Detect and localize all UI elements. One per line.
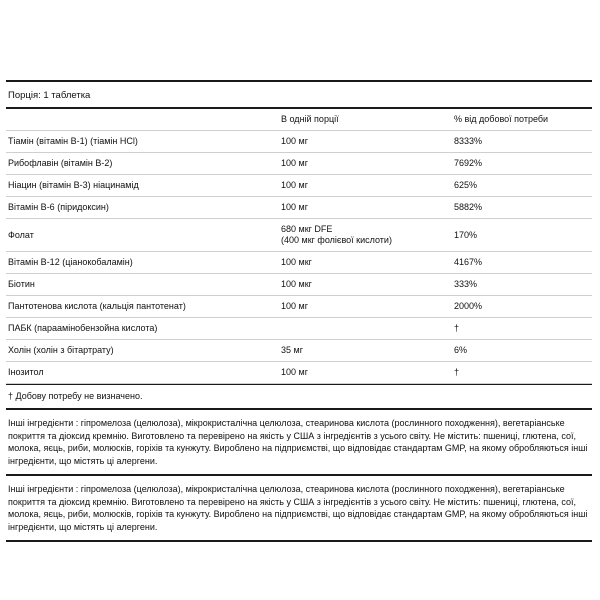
- nutrient-amount: 100 мг: [281, 136, 308, 146]
- footnote: † Добову потребу не визначено.: [8, 391, 143, 401]
- bottom-rule: [6, 540, 592, 542]
- nutrient-daily-value: 5882%: [454, 202, 483, 212]
- table-row: [6, 318, 592, 340]
- nutrient-name: Тіамін (вітамін В-1) (тіамін HCl): [8, 136, 138, 146]
- nutrient-daily-value: 625%: [454, 180, 478, 190]
- nutrient-name: Холін (холін з бітартрату): [8, 345, 114, 355]
- header-per-serving: В одній порції: [281, 114, 339, 124]
- nutrient-daily-value: 8333%: [454, 136, 483, 146]
- nutrient-daily-value: †: [454, 367, 460, 377]
- nutrient-amount-cell: [281, 340, 454, 361]
- nutrient-name: Рибофлавін (вітамін В-2): [8, 158, 113, 168]
- nutrient-amount: 35 мг: [281, 345, 303, 355]
- nutrient-name: Вітамін В-12 (ціанокобаламін): [8, 257, 133, 267]
- nutrient-amount: 680 мкг DFE: [281, 224, 333, 234]
- nutrient-amount: 100 мкг: [281, 279, 312, 289]
- other-ingredients-1: Інші інгредієнти : гіпромелоза (целюлоза), мікрокристалічна целюлоза, стеаринова кислота (рослинного походження), вегетаріанське покриття та діоксид кремнію. Виготовлено та перевірено на якість у США з інгредієнтів з усього світу. Не містить: пшениці, глютена, сої, молока, яєць, риби, молюсків, горіхів та кунжуту. Вироблено на підприємстві, що відповідає стандартам GMP, на якому обробляються інші інгредієнти, що містять ці алергени.: [8, 418, 588, 466]
- header-name-cell: [6, 109, 281, 119]
- nutrient-name: Вітамін В-6 (піридоксин): [8, 202, 109, 212]
- table-row: [6, 131, 592, 153]
- table-row: [6, 252, 592, 274]
- nutrient-table: [6, 131, 592, 384]
- table-row: [6, 175, 592, 197]
- nutrient-daily-value: 333%: [454, 279, 478, 289]
- table-row: [6, 296, 592, 318]
- nutrient-amount-cell: [281, 274, 454, 295]
- nutrient-amount: 100 мг: [281, 301, 308, 311]
- nutrient-amount-cell: [281, 296, 454, 317]
- nutrient-amount-cell: [281, 197, 454, 218]
- serving-size: Порція: 1 таблетка: [8, 90, 91, 101]
- table-header: [6, 109, 592, 131]
- nutrient-amount: 100 мг: [281, 202, 308, 212]
- nutrient-name: Біотин: [8, 279, 35, 289]
- nutrient-daily-value: 2000%: [454, 301, 483, 311]
- nutrient-amount: 100 мг: [281, 367, 308, 377]
- nutrient-amount: 100 мг: [281, 180, 308, 190]
- nutrient-name: Інозитол: [8, 367, 44, 377]
- nutrient-name: Фолат: [8, 230, 34, 240]
- table-row: [6, 153, 592, 175]
- nutrient-amount-cell: [281, 175, 454, 196]
- table-row: [6, 362, 592, 384]
- nutrient-amount: 100 мг: [281, 158, 308, 168]
- nutrient-name: Пантотенова кислота (кальція пантотенат): [8, 301, 186, 311]
- header-daily-value: % від добової потреби: [454, 114, 549, 124]
- nutrient-amount-cell: [281, 219, 454, 251]
- nutrient-name: ПАБК (параамінобензойна кислота): [8, 323, 158, 333]
- table-row: [6, 197, 592, 219]
- nutrient-daily-value: 170%: [454, 230, 478, 240]
- nutrient-amount-cell: [281, 252, 454, 273]
- nutrient-name: Ніацин (вітамін В-3) ніацинамід: [8, 180, 139, 190]
- nutrient-amount-detail: (400 мкг фолієвої кислоти): [281, 235, 392, 245]
- nutrient-amount-cell: [281, 131, 454, 152]
- other-ingredients-2: Інші інгредієнти : гіпромелоза (целюлоза), мікрокристалічна целюлоза, стеаринова кислота (рослинного походження), вегетаріанське покриття та діоксид кремнію. Виготовлено та перевірено на якість у США з інгредієнтів з усього світу. Не містить: пшениці, глютена, сої, молока, яєць, риби, молюсків, горіхів та кунжуту. Вироблено на підприємстві, що відповідає стандартам GMP, на якому обробляються інші інгредієнти, що містять ці алергени.: [8, 484, 588, 532]
- nutrient-amount-cell: [281, 318, 454, 328]
- table-row: [6, 340, 592, 362]
- nutrient-amount: 100 мкг: [281, 257, 312, 267]
- nutrient-daily-value: 6%: [454, 345, 468, 355]
- nutrient-daily-value: †: [454, 323, 460, 333]
- table-row: [6, 219, 592, 252]
- supplement-facts-panel: [6, 80, 592, 542]
- nutrient-amount-cell: [281, 153, 454, 174]
- nutrient-amount-cell: [281, 362, 454, 383]
- nutrient-daily-value: 7692%: [454, 158, 483, 168]
- table-row: [6, 274, 592, 296]
- nutrient-daily-value: 4167%: [454, 257, 483, 267]
